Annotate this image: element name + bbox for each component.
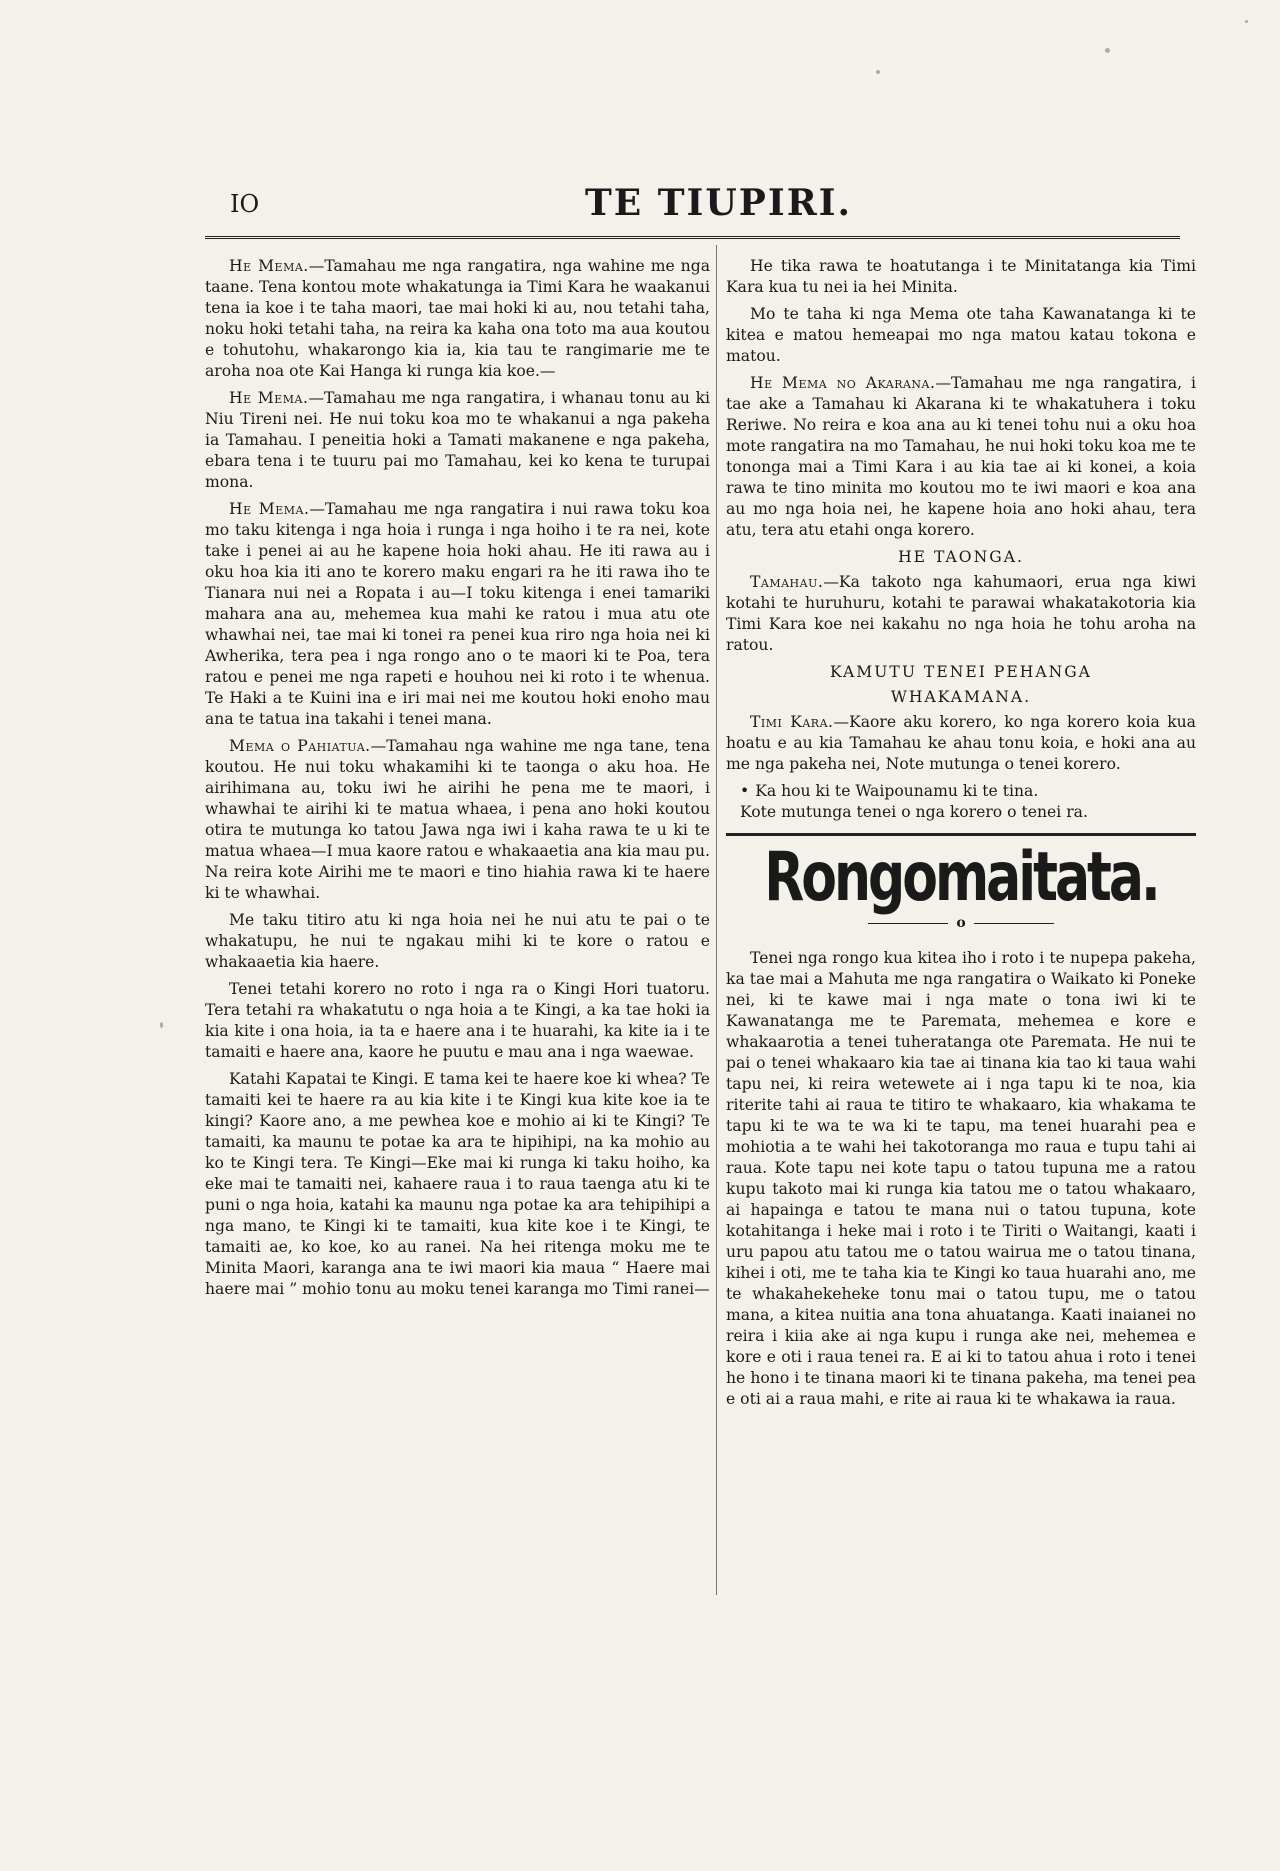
scan-speck — [160, 1022, 163, 1028]
bullet-icon: • — [740, 782, 750, 800]
running-title: TE TIUPIRI. — [585, 182, 852, 224]
section-heading-whakamana: WHAKAMANA. — [890, 688, 1032, 706]
section-heading-kamutu: KAMUTU TENEI PEHANGA — [830, 663, 1092, 681]
speaker: He Mema. — [229, 389, 309, 407]
section-title: Rongomaitata. — [764, 838, 1158, 917]
scan-speck — [876, 70, 880, 74]
header-rule — [205, 236, 1180, 239]
right-column — [726, 256, 1196, 1416]
speaker: Timi Kara. — [750, 713, 834, 731]
article-body: Tenei nga rongo kua kitea iho i roto i te nupepa pakeha, ka tae mai a Mahuta me nga rangatira o Waikato ki Poneke nei, ki te kawe mai i nga mate o tona iwi ki te Kawanatanga me te Paremata, mehemea e kore e whakaarotia a tenei tuheratanga ote Paremata. He nui te pai o tenei whakaaro kia tae ai tinana kia tao ki taua wahi tapu nei, ki reira wetewete ai i nga tapu ki te noa, kia riterite tahi ai raua te titiro te whakaaro, kia whakama te tapu ki te wa te wa ki te tapu, ma tenei huarahi pea e mohiotia a te wahi hei takotoranga mo raua e tupu tahi ai raua. Kote tapu nei kote tapu o tatou tupuna me a ratou kupu takoto mai ki runga kia tatou me o tatou whakaaro, ai hapainga e tatou te mana nui o tatou tupuna, kote kotahitanga i heke mai i roto i te Tiriti o Waitangi, kaati i uru papou atu tatou me o tatou wairua me o tatou tinana, kihei i oti, me te taha kia te Kingi ko taua huarahi ano, me te whakahekeheke tonu mai o tatou tupu, me o tatou mana, a kitea nuitia ana tona ahuatanga. Kaati inaianei no reira i kiia ake ai nga kupu i runga ake nei, mehemea e kore e oti i raua tenei ra. E ai ki to tatou ahua i roto i tenei he hono i te tinana maori ki te tinana pakeha, ma tenei pea e oti ai a raua mahi, e rite ai raua ki te whakawa ia raua. — [726, 949, 1196, 1408]
page-number: IO — [230, 190, 260, 218]
scan-speck — [1105, 48, 1110, 53]
paragraph: He Mema no Akarana.—Tamahau me nga rangatira, i tae ake a Tamahau ki Akarana ki te whakatuhera i toku Reriwe. No reira e koa ana au ki tenei tohu nui a oku hoa mote rangatira na mo Tamahau, he nui hoki toku koa me te tononga mai a Timi Kara i au kia tae ai ki konei, a koia rawa te tino minita mo koutou mo te iwi maori e koa ana au mo nga hoia nei, he kapene hoia ano hoki ahau, tera atu, tera atu etahi onga korero. — [726, 374, 1197, 539]
paragraph: Katahi Kapatai te Kingi. E tama kei te haere koe ki whea? Te tamaiti kei te haere ra au kia kite i te Kingi kua kite koe ia te kingi? Kaore ano, a me pewhea koe e mohio ai ki te Kingi? Te tamaiti, ka maunu te potae ka ara te hipihipi, na ka mohio au ko te Kingi tera. Te Kingi—Eke mai ki runga ki taku hoiho, ka eke mai te tamaiti nei, kahaere raua i to raua taenga atu ki te puni o nga hoia, katahi ka maunu nga potae ka ara tehipihipi a nga mano, te Kingi ki te tamaiti, kua kite koe i te Kingi, te tamaiti ae, ko koe, ko au ranei. Na hei ritenga moku me te Minita Maori, karanga ana te iwi maori kia maua “ Haere mai haere mai ” mohio tonu au moku tenei karanga mo Timi ranei— — [205, 1070, 710, 1298]
speaker: Mema o Pahiatua. — [229, 737, 371, 755]
paragraph: He Mema.—Tamahau me nga rangatira i nui rawa toku koa mo taku kitenga i nga hoia i runga i nga hoiho i te ra nei, kote take i penei ai au he kapene hoia hoki ahau. He iti rawa au i oku hoa kia iti ano te korero maku engari ra he iti rawa iho te Tianara nui nei a Ropata i au—I toku kitenga i enei tamariki mahara ana au, mehemea kua mahi ke ratou i mua atu ote whawhai nei, tae mai ki tonei ra penei kua riro nga hoia nei ki Awherika, tera pea i nga rongo ano o te maori ki te Poa, tera ratou e penei me nga rapeti e houhou nei ki roto i te whenua. Te Haki a te Kuini ina e iri mai nei me koutou hoki enoho mau ana te tatua ina takahi i tenei mana. — [205, 500, 710, 728]
left-column — [205, 256, 710, 1306]
ornament-divider: o — [726, 913, 1196, 934]
list-item: Kote mutunga tenei o nga korero o tenei ra. — [740, 803, 1088, 821]
speaker: He Mema. — [229, 257, 309, 275]
section-heading-taonga: HE TAONGA. — [898, 548, 1024, 566]
paragraph: Mema o Pahiatua.—Tamahau nga wahine me nga tane, tena koutou. He nui toku whakamihi ki te taonga o aku hoa. He airihimana au, toku iwi he airihi he pena me te maori, i whawhai te airihi ki te matua whaea, i pena ano hoki koutou otira te mutunga ko tatou Jawa nga iwi i kaha rawa te u ki te matua whaea—I mua kaore ratou e whakaaetia ana kia mau pu. Na reira kote Airihi me te maori e tino hiahia rawa ki te haere ki te whawhai. — [205, 737, 710, 902]
column-divider — [716, 245, 717, 1595]
paragraph: Mo te taha ki nga Mema ote taha Kawanatanga ki te kitea e matou hemeapai mo nga matou katau tokona e matou. — [726, 305, 1196, 365]
paragraph: Me taku titiro atu ki nga hoia nei he nui atu te pai o te whakatupu, he nui te ngakau mihi ki te kore o ratou e whakaaetia kia haere. — [205, 911, 710, 971]
paragraph: Tenei tetahi korero no roto i nga ra o Kingi Hori tuatoru. Tera tetahi ra whakatutu o nga hoia a te Kingi, a ka tae hoki ia kia kite i ona hoia, ia ta e haere ana i te huarahi, ka kite ia i te tamaiti e haere ana, kaore he puutu e mau ana i nga waewae. — [205, 980, 710, 1061]
page-header — [230, 182, 1160, 232]
section-rule — [726, 833, 1196, 836]
list-item: • Ka hou ki te Waipounamu ki te tina. — [740, 782, 1039, 800]
speaker: He Mema no Akarana. — [750, 374, 936, 392]
paragraph: Tamahau.—Ka takoto nga kahumaori, erua nga kiwi kotahi te huruhuru, kotahi te parawai whakatakotoria kia Timi Kara koe nei kakahu no nga hoia he tohu aroha na ratou. — [726, 573, 1196, 654]
speaker: He Mema. — [229, 500, 310, 518]
speaker: Tamahau. — [750, 573, 824, 591]
paragraph: He tika rawa te hoatutanga i te Minitatanga kia Timi Kara kua tu nei ia hei Minita. — [726, 257, 1196, 296]
paragraph: He Mema.—Tamahau me nga rangatira, i whanau tonu au ki Niu Tireni nei. He nui toku koa mo te whakanui a nga pakeha ia Tamahau. I peneitia hoki a Tamati makanene e nga pakeha, ebara tena i te tuuru pai mo Tamahau, kei ko kena te turupai mona. — [205, 389, 711, 491]
paragraph: He Mema.—Tamahau me nga rangatira, nga wahine me nga taane. Tena kontou mote whakatunga ia Timi Kara he waakanui tena ia koe i te taha maori, tae mai hoki ki au, nou tetahi taha, noku hoki tetahi taha, na reira ka kaha ona toto ma aua koutou e tohutohu, whakarongo kia ia, kia tau te rangimarie me te aroha noa ote Kai Hanga ki runga kia koe.— — [205, 257, 710, 380]
paragraph: Timi Kara.—Kaore aku korero, ko nga korero koia kua hoatu e au kia Tamahau ke ahau tonu koia, e hoki ana au me nga pakeha nei, Note mutunga o tenei korero. — [726, 713, 1196, 773]
scan-speck — [1245, 20, 1248, 23]
